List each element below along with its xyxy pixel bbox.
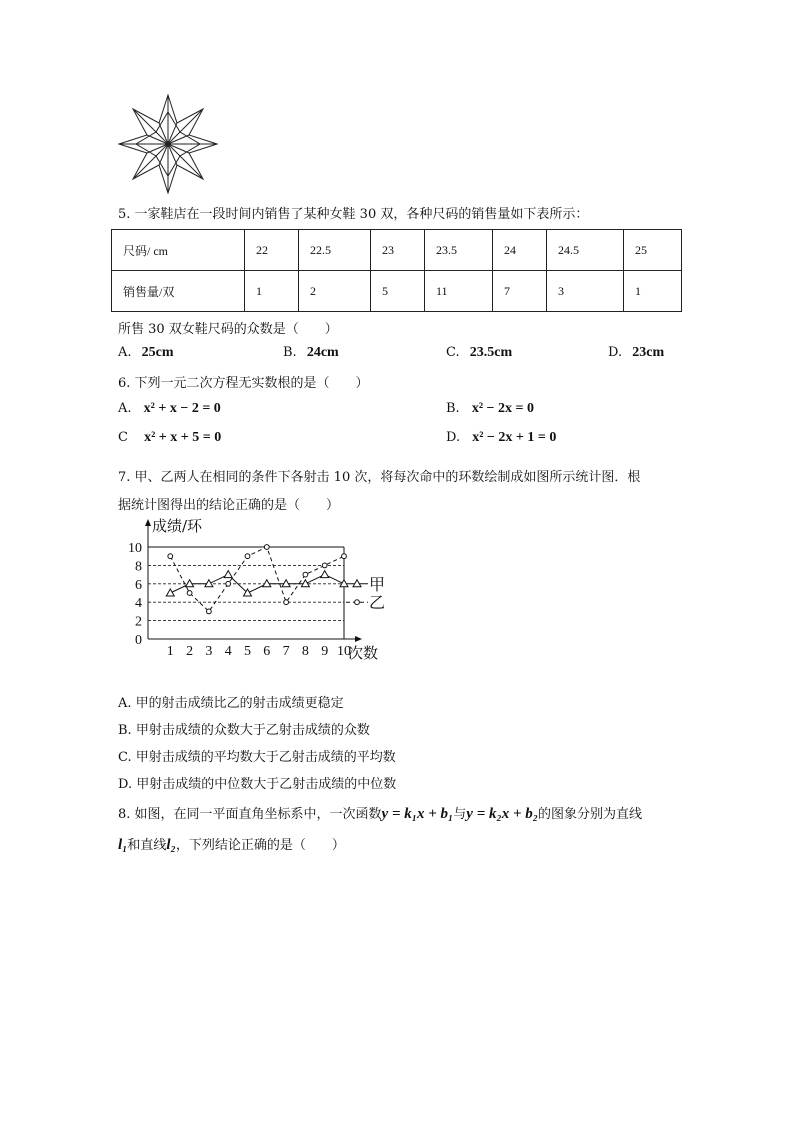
cell-sales-1: 1 [245, 271, 299, 312]
option-text: x² + x + 5 = 0 [144, 430, 222, 445]
legend-label: 甲 [369, 574, 386, 594]
q6-option-b[interactable] [446, 401, 534, 417]
q5-option-a[interactable] [118, 345, 174, 361]
x-tick-label: 6 [263, 644, 271, 659]
y-axis-arrow [145, 519, 151, 526]
q6-option-c[interactable] [118, 430, 221, 446]
size-sales-table [111, 229, 682, 312]
star-flower-figure [118, 94, 218, 194]
cell-size-24-5: 24.5 [547, 230, 624, 271]
option-letter: C. [446, 345, 460, 360]
x-axis-label: 次数 [348, 644, 379, 661]
cell-size-25: 25 [624, 230, 682, 271]
option-text: 23.5cm [469, 345, 513, 360]
q5-option-c[interactable] [446, 345, 512, 361]
q7-option-b[interactable]: B. 甲射击成绩的众数大于乙射击成绩的众数 [118, 723, 370, 738]
series-line-jia [170, 575, 344, 593]
option-text: 25cm [141, 345, 174, 360]
data-point-yi [168, 554, 173, 559]
q6-option-a[interactable] [118, 401, 221, 417]
cell-sales-3: 5 [371, 271, 425, 312]
q7-stem-line2: 据统计图得出的结论正确的是（ ） [118, 498, 340, 513]
q7-option-a[interactable]: A. 甲的射击成绩比乙的射击成绩更稳定 [118, 696, 344, 711]
y-tick-label: 0 [135, 633, 142, 648]
x-tick-label: 1 [166, 644, 174, 659]
cell-sales-4: 11 [425, 271, 493, 312]
q8-text: ，下列结论正确的是（ ） [175, 838, 345, 853]
q8-text: 和直线 [127, 838, 167, 853]
data-point-yi [322, 563, 327, 568]
option-letter: B. [446, 401, 460, 416]
q8-line-l1: l₁ [118, 837, 128, 853]
series-line-yi [170, 547, 344, 611]
q7-option-d[interactable]: D. 甲射击成绩的中位数大于乙射击成绩的中位数 [118, 777, 397, 792]
cell-size-23-5: 23.5 [425, 230, 493, 271]
option-letter: A. [118, 345, 132, 360]
q8-equation-2: y = k₂x + b₂ [466, 806, 538, 822]
data-point-jia [224, 571, 232, 578]
table-row-size [112, 230, 682, 271]
cell-sales-7: 1 [624, 271, 682, 312]
q5-question: 所售 30 双女鞋尺码的众数是（ ） [118, 322, 338, 337]
option-text: x² − 2x = 0 [471, 401, 534, 416]
q5-option-b[interactable] [283, 345, 339, 361]
data-point-jia [321, 571, 329, 578]
q8-line-l2: l₂ [166, 837, 176, 853]
shooting-score-chart [112, 516, 388, 661]
option-letter: A. [118, 401, 132, 416]
x-tick-label: 10 [337, 644, 351, 659]
cell-sales-2: 2 [299, 271, 371, 312]
q8-stem-line2 [118, 834, 345, 854]
option-letter: B. [283, 345, 297, 360]
row-header-size: 尺码/ cm [112, 230, 245, 271]
data-point-yi [264, 545, 269, 550]
row-header-sales: 销售量/双 [112, 271, 245, 312]
data-point-jia [263, 580, 271, 587]
option-letter: C [118, 430, 128, 445]
data-point-jia [282, 580, 290, 587]
data-point-jia [186, 580, 194, 587]
x-tick-label: 9 [321, 644, 329, 659]
data-point-yi [245, 554, 250, 559]
data-point-jia [166, 589, 174, 596]
table-row-sales [112, 271, 682, 312]
option-letter: D. [608, 345, 623, 360]
data-point-jia [340, 580, 348, 587]
data-point-yi [284, 600, 289, 605]
y-axis-label: 成绩/环 [152, 517, 203, 535]
data-point-yi [187, 591, 192, 596]
q8-text: 与 [453, 807, 467, 822]
option-text: 24cm [306, 345, 339, 360]
legend-label: 乙 [369, 593, 386, 613]
cell-size-23: 23 [371, 230, 425, 271]
cell-size-22-5: 22.5 [299, 230, 371, 271]
data-point-jia [301, 580, 309, 587]
legend-marker [353, 580, 361, 587]
q5-option-d[interactable] [608, 345, 664, 361]
x-tick-label: 2 [186, 644, 194, 659]
y-tick-label: 6 [135, 577, 142, 593]
cell-size-24: 24 [493, 230, 547, 271]
y-tick-label: 8 [135, 559, 142, 575]
data-point-yi [207, 609, 212, 614]
cell-sales-6: 3 [547, 271, 624, 312]
q6-option-d[interactable] [446, 430, 556, 446]
x-tick-label: 8 [301, 644, 309, 659]
q7-stem-line1: 7. 甲、乙两人在相同的条件下各射击 10 次，将每次命中的环数绘制成如图所示统计图．根 [118, 470, 641, 485]
q6-stem: 6. 下列一元二次方程无实数根的是（ ） [118, 376, 369, 391]
option-letter: D. [446, 430, 461, 445]
q8-stem-line1 [118, 803, 642, 823]
data-point-yi [303, 572, 308, 577]
q8-text: 8. 如图，在同一平面直角坐标系中，一次函数 [118, 807, 382, 822]
q5-stem: 5. 一家鞋店在一段时间内销售了某种女鞋 30 双，各种尺码的销售量如下表所示： [118, 207, 589, 222]
data-point-yi [342, 554, 347, 559]
option-text: x² − 2x + 1 = 0 [472, 430, 557, 445]
legend-marker [355, 600, 360, 605]
q8-equation-1: y = k₁x + b₁ [381, 806, 454, 822]
q7-option-c[interactable]: C. 甲射击成绩的平均数大于乙射击成绩的平均数 [118, 750, 396, 765]
y-tick-label: 10 [128, 541, 142, 556]
x-axis-arrow [355, 636, 362, 642]
x-tick-label: 4 [224, 644, 232, 659]
y-tick-label: 4 [135, 596, 142, 612]
x-tick-label: 5 [244, 644, 251, 659]
q8-text: 的图象分别为直线 [538, 807, 643, 822]
cell-size-22: 22 [245, 230, 299, 271]
data-point-yi [226, 581, 231, 586]
option-text: x² + x − 2 = 0 [143, 401, 221, 416]
option-text: 23cm [632, 345, 665, 360]
cell-sales-5: 7 [493, 271, 547, 312]
data-point-jia [205, 580, 213, 587]
x-tick-label: 7 [282, 644, 290, 659]
x-tick-label: 3 [205, 644, 213, 659]
y-tick-label: 2 [135, 614, 142, 630]
